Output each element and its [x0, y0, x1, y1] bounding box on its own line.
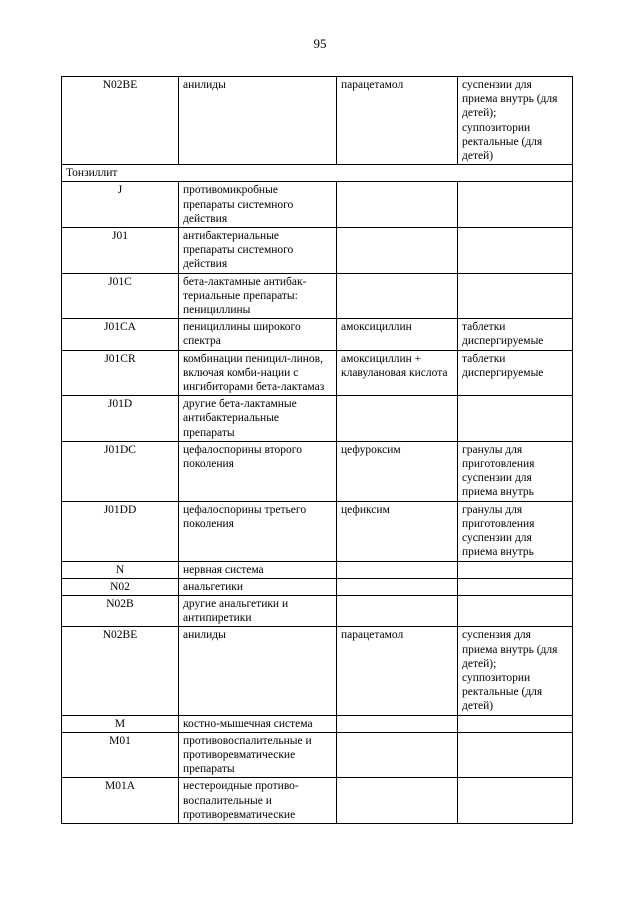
- anatomical-group-cell: анилиды: [179, 627, 337, 715]
- anatomical-group-cell: антибактериальные препараты системного действия: [179, 228, 337, 274]
- substance-cell: [337, 396, 458, 442]
- substance-cell: цефиксим: [337, 501, 458, 561]
- substance-cell: [337, 182, 458, 228]
- substance-cell: амоксициллин + клавулановая кислота: [337, 350, 458, 396]
- atc-code-cell: J01CR: [62, 350, 179, 396]
- dosage-form-cell: [458, 396, 573, 442]
- anatomical-group-cell: нервная система: [179, 561, 337, 578]
- dosage-form-cell: суспензия для приема внутрь (для детей); суппозитории ректальные (для детей): [458, 627, 573, 715]
- anatomical-group-cell: цефалоспорины третьего поколения: [179, 501, 337, 561]
- table-body: [62, 77, 573, 824]
- table-row: [62, 77, 573, 165]
- dosage-form-cell: [458, 732, 573, 778]
- dosage-form-cell: [458, 561, 573, 578]
- dosage-form-cell: суспензии для приема внутрь (для детей); суппозитории ректальные (для детей): [458, 77, 573, 165]
- table-row: [62, 501, 573, 561]
- anatomical-group-cell: костно-мышечная система: [179, 715, 337, 732]
- table-row: [62, 273, 573, 319]
- substance-cell: парацетамол: [337, 77, 458, 165]
- atc-code-cell: N02BE: [62, 77, 179, 165]
- dosage-form-cell: [458, 715, 573, 732]
- atc-code-cell: J01: [62, 228, 179, 274]
- anatomical-group-cell: другие анальгетики и антипиретики: [179, 595, 337, 626]
- table-row: [62, 350, 573, 396]
- anatomical-group-cell: другие бета-лактамные антибактериальные препараты: [179, 396, 337, 442]
- table-row: [62, 732, 573, 778]
- table-row: [62, 627, 573, 715]
- anatomical-group-cell: цефалоспорины второго поколения: [179, 441, 337, 501]
- table-row: [62, 165, 573, 182]
- anatomical-group-cell: бета-лактамные антибак-териальные препараты: пенициллины: [179, 273, 337, 319]
- substance-cell: парацетамол: [337, 627, 458, 715]
- atc-code-cell: J01C: [62, 273, 179, 319]
- substance-cell: амоксициллин: [337, 319, 458, 350]
- atc-code-cell: J: [62, 182, 179, 228]
- table-row: [62, 595, 573, 626]
- page-number: 95: [313, 36, 327, 51]
- dosage-form-cell: таблетки диспергируемые: [458, 350, 573, 396]
- dosage-form-cell: [458, 595, 573, 626]
- atc-code-cell: J01CA: [62, 319, 179, 350]
- table-row: [62, 228, 573, 274]
- table-row: [62, 441, 573, 501]
- anatomical-group-cell: нестероидные противо-воспалительные и противоревматические: [179, 778, 337, 824]
- table-row: [62, 182, 573, 228]
- atc-code-cell: N02BE: [62, 627, 179, 715]
- table-row: [62, 715, 573, 732]
- dosage-form-cell: гранулы для приготовления суспензии для приема внутрь: [458, 501, 573, 561]
- anatomical-group-cell: анилиды: [179, 77, 337, 165]
- table-row: [62, 561, 573, 578]
- drug-table: [61, 76, 573, 824]
- substance-cell: [337, 732, 458, 778]
- dosage-form-cell: [458, 778, 573, 824]
- table-row: [62, 396, 573, 442]
- atc-code-cell: M01A: [62, 778, 179, 824]
- atc-code-cell: N02: [62, 578, 179, 595]
- anatomical-group-cell: анальгетики: [179, 578, 337, 595]
- substance-cell: цефуроксим: [337, 441, 458, 501]
- substance-cell: [337, 273, 458, 319]
- dosage-form-cell: [458, 273, 573, 319]
- section-heading: Тонзиллит: [62, 165, 573, 182]
- dosage-form-cell: [458, 182, 573, 228]
- dosage-form-cell: таблетки диспергируемые: [458, 319, 573, 350]
- substance-cell: [337, 715, 458, 732]
- substance-cell: [337, 561, 458, 578]
- atc-code-cell: M01: [62, 732, 179, 778]
- substance-cell: [337, 578, 458, 595]
- anatomical-group-cell: противовоспалительные и противоревматические препараты: [179, 732, 337, 778]
- atc-code-cell: N02B: [62, 595, 179, 626]
- substance-cell: [337, 595, 458, 626]
- table-row: [62, 319, 573, 350]
- anatomical-group-cell: комбинации пеницил-линов, включая комби-нации с ингибиторами бета-лактамаз: [179, 350, 337, 396]
- substance-cell: [337, 228, 458, 274]
- table-row: [62, 578, 573, 595]
- atc-code-cell: J01DD: [62, 501, 179, 561]
- dosage-form-cell: гранулы для приготовления суспензии для приема внутрь: [458, 441, 573, 501]
- anatomical-group-cell: противомикробные препараты системного действия: [179, 182, 337, 228]
- dosage-form-cell: [458, 578, 573, 595]
- table-row: [62, 778, 573, 824]
- dosage-form-cell: [458, 228, 573, 274]
- substance-cell: [337, 778, 458, 824]
- atc-code-cell: N: [62, 561, 179, 578]
- atc-code-cell: J01D: [62, 396, 179, 442]
- atc-code-cell: J01DC: [62, 441, 179, 501]
- anatomical-group-cell: пенициллины широкого спектра: [179, 319, 337, 350]
- atc-code-cell: M: [62, 715, 179, 732]
